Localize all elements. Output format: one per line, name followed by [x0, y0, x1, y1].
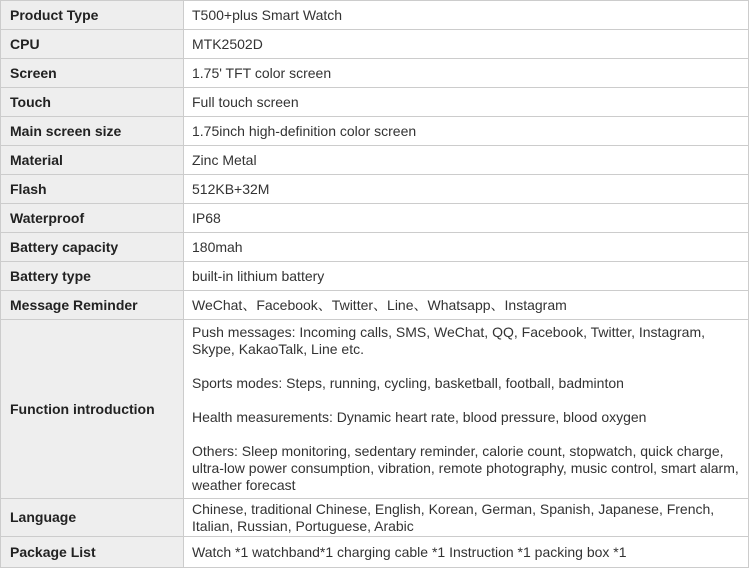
spec-row-function-introduction [1, 320, 749, 499]
spec-label: Waterproof [1, 204, 184, 233]
spec-row-material [1, 146, 749, 175]
spec-value: Chinese, traditional Chinese, English, Korean, German, Spanish, Japanese, French, Italian, Russian, Portuguese, Arabic [184, 499, 749, 537]
spec-row-package-list [1, 537, 749, 568]
spec-value: MTK2502D [184, 30, 749, 59]
spec-row-waterproof [1, 204, 749, 233]
spec-row-message-reminder [1, 291, 749, 320]
spec-label: Screen [1, 59, 184, 88]
spec-row-main-screen-size [1, 117, 749, 146]
spec-label: Material [1, 146, 184, 175]
spec-row-language [1, 499, 749, 537]
spec-label: Package List [1, 537, 184, 568]
spec-label: Function introduction [1, 320, 184, 499]
function-paragraph-sports: Sports modes: Steps, running, cycling, basketball, football, badminton [192, 375, 624, 391]
spec-value: built-in lithium battery [184, 262, 749, 291]
paragraph-gap [192, 358, 740, 375]
spec-value: 1.75' TFT color screen [184, 59, 749, 88]
spec-value: WeChat、Facebook、Twitter、Line、Whatsapp、Instagram [184, 291, 749, 320]
spec-label: Message Reminder [1, 291, 184, 320]
spec-value: IP68 [184, 204, 749, 233]
function-paragraph-others: Others: Sleep monitoring, sedentary reminder, calorie count, stopwatch, quick charge, ultra-low power consumption, vibration, remote photography, music control, smart alarm, weather forecast [192, 443, 739, 493]
spec-label: Flash [1, 175, 184, 204]
spec-row-battery-type [1, 262, 749, 291]
paragraph-gap [192, 426, 740, 443]
spec-label: Product Type [1, 1, 184, 30]
spec-label: Language [1, 499, 184, 537]
spec-label: CPU [1, 30, 184, 59]
spec-label: Touch [1, 88, 184, 117]
spec-value: T500+plus Smart Watch [184, 1, 749, 30]
spec-row-screen [1, 59, 749, 88]
spec-value: Zinc Metal [184, 146, 749, 175]
paragraph-gap [192, 392, 740, 409]
spec-value: 512KB+32M [184, 175, 749, 204]
spec-value: Watch *1 watchband*1 charging cable *1 Instruction *1 packing box *1 [184, 537, 749, 568]
spec-row-battery-capacity [1, 233, 749, 262]
spec-value: 1.75inch high-definition color screen [184, 117, 749, 146]
spec-value: 180mah [184, 233, 749, 262]
function-description [184, 320, 749, 499]
spec-label: Battery capacity [1, 233, 184, 262]
spec-row-cpu [1, 30, 749, 59]
spec-row-flash [1, 175, 749, 204]
spec-row-touch [1, 88, 749, 117]
spec-row-product-type [1, 1, 749, 30]
function-paragraph-push: Push messages: Incoming calls, SMS, WeChat, QQ, Facebook, Twitter, Instagram, Skype, KakaoTalk, Line etc. [192, 324, 706, 357]
spec-label: Battery type [1, 262, 184, 291]
function-paragraph-health: Health measurements: Dynamic heart rate, blood pressure, blood oxygen [192, 409, 647, 425]
spec-label: Main screen size [1, 117, 184, 146]
spec-value: Full touch screen [184, 88, 749, 117]
